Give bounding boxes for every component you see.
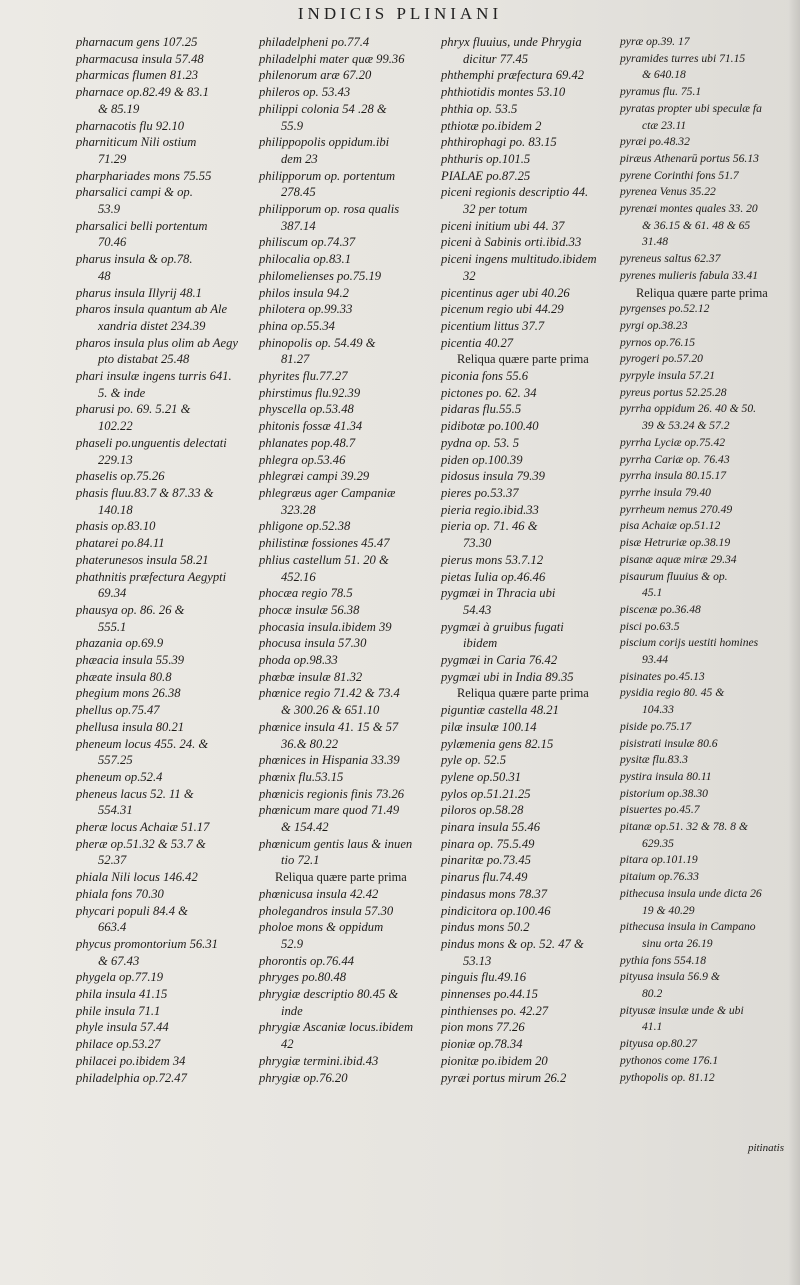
- index-entry: pydna op. 53. 5: [441, 435, 520, 450]
- index-entry: phaseli po.unguentis delectati: [76, 435, 227, 450]
- index-entry: phazania op.69.9: [76, 636, 164, 651]
- index-entry: piceni initium ubi 44. 37: [441, 218, 565, 233]
- index-entry-continuation: 102.22: [98, 419, 133, 434]
- index-entry: phiala Nili locus 146.42: [76, 870, 198, 885]
- index-entry: pietas Iulia op.46.46: [441, 569, 546, 584]
- index-entry-continuation: 81.27: [281, 352, 310, 367]
- index-entry: phlanates pop.48.7: [259, 435, 356, 450]
- index-entry: pinthienses po. 42.27: [441, 1003, 549, 1018]
- index-entry: pheneum op.52.4: [76, 769, 163, 784]
- index-entry-continuation: 19 & 40.29: [642, 903, 695, 917]
- index-entry: picentium littus 37.7: [441, 318, 545, 333]
- index-entry: pilæ insulæ 100.14: [441, 719, 537, 734]
- index-entry-continuation: inde: [281, 1003, 303, 1018]
- index-entry: pythia fons 554.18: [620, 953, 706, 967]
- index-entry-continuation: 73.30: [463, 536, 492, 551]
- index-entry: phlegræus ager Campaniæ: [259, 485, 396, 500]
- index-entry: pystira insula 80.11: [620, 769, 712, 783]
- index-entry: pisuertes po.45.7: [620, 803, 700, 817]
- index-entry: phthiotidis montes 53.10: [441, 85, 566, 100]
- index-entry: phœnix flu.53.15: [259, 769, 344, 784]
- index-entry: phligone op.52.38: [259, 519, 351, 534]
- index-entry: phathnitis præfectura Aegypti: [76, 569, 227, 584]
- index-entry: pindicitora op.100.46: [441, 903, 551, 918]
- index-entry: pityusa insula 56.9 &: [620, 970, 720, 984]
- index-entry: pheræ op.51.32 & 53.7 &: [76, 836, 206, 851]
- catchword: pitinatis: [747, 1142, 784, 1154]
- index-entry: pysitæ flu.83.3: [620, 753, 688, 767]
- index-entry: pylos op.51.21.25: [441, 786, 531, 801]
- index-entry-continuation: ibidem: [463, 636, 498, 651]
- index-entry: pythonos come 176.1: [620, 1053, 719, 1067]
- index-entry-continuation: 278.45: [281, 185, 316, 200]
- index-entry: philadelphia op.72.47: [76, 1070, 187, 1085]
- index-entry: philistinæ fossiones 45.47: [259, 536, 390, 551]
- index-entry: pyrrha Cariæ op. 76.43: [620, 452, 730, 466]
- index-entry: pyrpyle insula 57.21: [620, 369, 715, 383]
- index-entry-continuation: ctæ 23.11: [642, 118, 687, 132]
- index-entry: philace op.53.27: [76, 1037, 161, 1052]
- index-entry: pyrrha oppidum 26. 40 & 50.: [620, 402, 757, 416]
- index-entry: phryx fluuius, unde Phrygia: [441, 35, 582, 49]
- index-entry: piside po.75.17: [620, 719, 692, 733]
- index-entry: pyramides turres ubi 71.15: [620, 51, 746, 65]
- index-entry: pieria op. 71. 46 &: [441, 519, 538, 534]
- index-entry: phlius castellum 51. 20 &: [259, 552, 389, 567]
- index-entry: phthirophagi po. 83.15: [441, 135, 557, 150]
- index-entry: pysidia regio 80. 45 &: [620, 686, 725, 700]
- index-entry: pyrgi op.38.23: [620, 318, 688, 332]
- index-entry: phœnicum mare quod 71.49: [259, 803, 400, 818]
- index-entry-continuation: 54.43: [463, 602, 492, 617]
- index-entry: pinguis flu.49.16: [441, 970, 527, 985]
- index-entry: pyramus flu. 75.1: [620, 85, 702, 99]
- index-entry: philos insula 94.2: [259, 285, 349, 300]
- index-entry: phthemphi præfectura 69.42: [441, 68, 585, 83]
- index-entry: pistorium op.38.30: [620, 786, 708, 800]
- index-entry-continuation: 387.14: [281, 218, 316, 233]
- index-entry: pyrenæi montes quales 33. 20: [620, 202, 758, 216]
- index-entry: phellus op.75.47: [76, 703, 160, 718]
- index-entry-continuation: 323.28: [281, 502, 316, 517]
- index-entry-continuation: dicitur 77.45: [463, 51, 529, 66]
- index-entry: pharphariades mons 75.55: [76, 168, 212, 183]
- section-note: Reliqua quære parte prima: [636, 285, 768, 300]
- index-entry: pidaras flu.55.5: [441, 402, 522, 417]
- index-column-4: [620, 34, 800, 1086]
- index-entry-continuation: pto distabat 25.48: [98, 352, 190, 367]
- index-entry: physcella op.53.48: [259, 402, 354, 417]
- index-entry: pidibotæ po.100.40: [441, 419, 539, 434]
- index-entry: pylene op.50.31: [441, 769, 522, 784]
- index-entry: phlegra op.53.46: [259, 452, 346, 467]
- index-entry: phœbæ insulæ 81.32: [259, 669, 363, 684]
- index-entry: phrygiæ descriptio 80.45 &: [259, 987, 399, 1002]
- index-entry: pyrnos op.76.15: [620, 335, 696, 349]
- index-entry: pieria regio.ibid.33: [441, 502, 539, 517]
- index-entry-continuation: & 154.42: [281, 820, 329, 835]
- index-entry: pyrrha insula 80.15.17: [620, 469, 727, 483]
- index-entry-continuation: & 67.43: [98, 953, 140, 968]
- index-entry-continuation: 42: [281, 1037, 294, 1052]
- index-entry: phocæa regio 78.5: [259, 586, 353, 601]
- index-entry-continuation: 39 & 53.24 & 57.2: [642, 419, 730, 433]
- index-entry: piceni à Sabinis orti.ibid.33: [441, 235, 582, 250]
- index-entry: pharsalici belli portentum: [76, 218, 208, 233]
- index-entry: pholoe mons & oppidum: [259, 920, 384, 935]
- index-entry: pyle op. 52.5: [441, 753, 507, 768]
- index-entry: pharmicas flumen 81.23: [76, 68, 199, 83]
- index-entry: phocasia insula.ibidem 39: [259, 619, 392, 634]
- index-entry: phryges po.80.48: [259, 970, 347, 985]
- index-entry: picentia 40.27: [441, 335, 514, 350]
- index-entry: pisistrati insulæ 80.6: [620, 736, 718, 750]
- index-entry: pygmæi ubi in India 89.35: [441, 669, 574, 684]
- index-entry: pisanæ aquæ miræ 29.34: [620, 552, 737, 566]
- index-entry: phocusa insula 57.30: [259, 636, 367, 651]
- index-entry: philenorum aræ 67.20: [259, 68, 372, 83]
- index-entry: phyrites flu.77.27: [259, 369, 348, 384]
- index-entry: phellusa insula 80.21: [76, 719, 185, 734]
- index-entry: pitara op.101.19: [620, 853, 698, 867]
- index-entry: pharos insula plus olim ab Aegy: [76, 335, 238, 350]
- index-entry: phœnices in Hispania 33.39: [259, 753, 400, 768]
- index-entry: phorontis op.76.44: [259, 953, 355, 968]
- index-entry: phina op.55.34: [259, 318, 335, 333]
- index-entry: phaterunesos insula 58.21: [76, 552, 209, 567]
- index-entry: pindus mons 50.2: [441, 920, 530, 935]
- index-entry: phegium mons 26.38: [76, 686, 181, 701]
- index-entry-continuation: 32: [463, 268, 476, 283]
- index-entry: phileros op. 53.43: [259, 85, 351, 100]
- index-entry-continuation: & 640.18: [642, 68, 686, 82]
- index-entry: phoda op.98.33: [259, 653, 338, 668]
- index-entry-continuation: 36.& 80.22: [281, 736, 339, 751]
- section-note: Reliqua quære parte prima: [457, 686, 589, 701]
- index-entry: pyræ op.39. 17: [620, 35, 690, 48]
- index-entry-continuation: & 85.19: [98, 101, 140, 116]
- index-entry-continuation: 52.37: [98, 853, 127, 868]
- index-entry: philadelpheni po.77.4: [259, 35, 370, 49]
- index-entry: pheræ locus Achaiæ 51.17: [76, 820, 210, 835]
- index-entry-continuation: 32 per totum: [463, 202, 528, 217]
- index-entry: pylæmenia gens 82.15: [441, 736, 554, 751]
- index-entry: phœnice regio 71.42 & 73.4: [259, 686, 400, 701]
- index-entry: PIALAE po.87.25: [441, 168, 531, 183]
- index-entry: pharus insula & op.78.: [76, 252, 193, 267]
- page-edge-shadow: [788, 0, 800, 1285]
- index-entry: pityusæ insulæ unde & ubi: [620, 1003, 744, 1017]
- index-entry: philocalia op.83.1: [259, 252, 351, 267]
- index-entry: pharnacotis flu 92.10: [76, 118, 185, 133]
- index-entry: pharmacusa insula 57.48: [76, 51, 204, 66]
- index-entry: pygmæi in Thracia ubi: [441, 586, 556, 601]
- index-entry-continuation: 629.35: [642, 836, 674, 850]
- index-entry: pthiotæ po.ibidem 2: [441, 118, 542, 133]
- index-entry: philomelienses po.75.19: [259, 268, 382, 283]
- index-entry: pharos insula quantum ab Ale: [76, 302, 228, 317]
- index-entry: philippi colonia 54 .28 &: [259, 101, 387, 116]
- index-entry: phasis fluu.83.7 & 87.33 &: [76, 485, 214, 500]
- index-entry: phinopolis op. 54.49 &: [259, 335, 376, 350]
- index-entry: pidosus insula 79.39: [441, 469, 545, 484]
- index-entry-continuation: 80.2: [642, 987, 663, 1001]
- index-entry: phæate insula 80.8: [76, 669, 172, 684]
- index-entry: pisæ Hetruriæ op.38.19: [620, 536, 731, 550]
- index-entry: pharusi po. 69. 5.21 &: [76, 402, 191, 417]
- index-entry: pyrrha Lyciæ op.75.42: [620, 435, 726, 449]
- index-entry: philipporum op. rosa qualis: [259, 202, 400, 217]
- index-entry: phœnicusa insula 42.42: [259, 886, 379, 901]
- index-entry: phaselis op.75.26: [76, 469, 165, 484]
- index-entry: pyreus portus 52.25.28: [620, 385, 727, 399]
- index-entry: phatarei po.84.11: [76, 536, 165, 551]
- index-entry: piscium corijs uestiti homines: [620, 636, 759, 650]
- index-column-3: [441, 34, 617, 1086]
- index-entry: phrygiæ op.76.20: [259, 1070, 348, 1085]
- index-entry-continuation: 71.29: [98, 151, 127, 166]
- index-entry: philipporum op. portentum: [259, 168, 396, 183]
- index-entry: pisinates po.45.13: [620, 669, 705, 683]
- index-entry: picentinus ager ubi 40.26: [441, 285, 570, 300]
- index-entry: phasis op.83.10: [76, 519, 156, 534]
- index-entry: piloros op.58.28: [441, 803, 524, 818]
- index-entry: pygmæi à gruibus fugati: [441, 619, 564, 634]
- index-entry: pyrrheum nemus 270.49: [620, 502, 733, 516]
- index-entry: pharus insula Illyrij 48.1: [76, 285, 202, 300]
- index-entry-continuation: 557.25: [98, 753, 133, 768]
- index-entry-continuation: 104.33: [642, 703, 674, 717]
- index-entry-continuation: 48: [98, 268, 111, 283]
- index-entry-continuation: sinu orta 26.19: [642, 936, 713, 950]
- index-entry-continuation: & 36.15 & 61. 48 & 65: [642, 218, 751, 232]
- index-entry-continuation: xandria distet 234.39: [98, 318, 206, 333]
- index-entry: pythopolis op. 81.12: [620, 1070, 715, 1084]
- index-entry: phiala fons 70.30: [76, 886, 164, 901]
- index-entry: picenum regio ubi 44.29: [441, 302, 564, 317]
- index-entry-continuation: 53.13: [463, 953, 492, 968]
- index-column-2: [259, 34, 439, 1086]
- section-note: Reliqua quære parte prima: [457, 352, 589, 367]
- index-entry: philadelphi mater quæ 99.36: [259, 51, 405, 66]
- index-entry: phocæ insulæ 56.38: [259, 602, 360, 617]
- index-entry: pheneum locus 455. 24. &: [76, 736, 209, 751]
- index-entry: phœnicis regionis finis 73.26: [259, 786, 405, 801]
- index-entry: pyreneus saltus 62.37: [620, 252, 721, 266]
- index-column-1: [76, 34, 254, 1086]
- section-note: Reliqua quære parte prima: [275, 870, 407, 885]
- index-entry-continuation: 663.4: [98, 920, 127, 935]
- index-entry: philiscum op.74.37: [259, 235, 356, 250]
- index-entry: philacei po.ibidem 34: [76, 1053, 186, 1068]
- index-entry: phycari populi 84.4 &: [76, 903, 188, 918]
- index-entry: philotera op.99.33: [259, 302, 353, 317]
- index-entry: phrygiæ Ascaniæ locus.ibidem: [259, 1020, 414, 1035]
- index-entry: piguntiæ castella 48.21: [441, 703, 559, 718]
- index-entry: phile insula 71.1: [76, 1003, 161, 1018]
- index-entry: pholegandros insula 57.30: [259, 903, 394, 918]
- index-entry: pharnace op.82.49 & 83.1: [76, 85, 209, 100]
- index-entry-continuation: 45.1: [642, 586, 663, 600]
- index-entry: piceni ingens multitudo.ibidem: [441, 252, 597, 267]
- index-entry-continuation: 31.48: [642, 235, 669, 249]
- index-entry: pyrenea Venus 35.22: [620, 185, 716, 199]
- index-entry: phthuris op.101.5: [441, 151, 531, 166]
- index-entry: piscenæ po.36.48: [620, 602, 701, 616]
- index-entry: pinara op. 75.5.49: [441, 836, 535, 851]
- index-entry-continuation: 70.46: [98, 235, 127, 250]
- index-entry: pitanæ op.51. 32 & 78. 8 &: [620, 820, 748, 834]
- index-entry-continuation: 452.16: [281, 569, 316, 584]
- index-entry: phitonis fossæ 41.34: [259, 419, 363, 434]
- index-entry: pithecusa insula unde dicta 26: [620, 886, 762, 900]
- index-entry-continuation: 41.1: [642, 1020, 663, 1034]
- index-entry: pionitæ po.ibidem 20: [441, 1053, 548, 1068]
- index-entry: pyrrhe insula 79.40: [620, 485, 711, 499]
- index-entry: piden op.100.39: [441, 452, 523, 467]
- index-entry: phirstimus flu.92.39: [259, 385, 361, 400]
- index-entry-continuation: 52.9: [281, 936, 304, 951]
- index-entry-continuation: dem 23: [281, 151, 318, 166]
- index-entry: phrygiæ termini.ibid.43: [259, 1053, 379, 1068]
- index-entry: phœnicum gentis laus & inuen: [259, 836, 413, 851]
- index-entry: pitaium op.76.33: [620, 870, 699, 884]
- index-entry-continuation: 55.9: [281, 118, 304, 133]
- index-entry: pisaurum fluuius & op.: [620, 569, 728, 583]
- index-entry: pinara insula 55.46: [441, 820, 541, 835]
- index-entry: phthia op. 53.5: [441, 101, 518, 116]
- index-entry: pheneus lacus 52. 11 &: [76, 786, 194, 801]
- index-entry-continuation: 140.18: [98, 502, 133, 517]
- index-entry: pyrenes mulieris fabula 33.41: [620, 268, 759, 282]
- index-entry: pinnenses po.44.15: [441, 987, 538, 1002]
- index-entry: pyrogeri po.57.20: [620, 352, 703, 366]
- index-entry: phyle insula 57.44: [76, 1020, 169, 1035]
- index-entry: pharnacum gens 107.25: [76, 35, 198, 49]
- index-entry: pinarus flu.74.49: [441, 870, 528, 885]
- index-entry: pisci po.63.5: [620, 619, 680, 633]
- index-entry-continuation: & 300.26 & 651.10: [281, 703, 380, 718]
- index-entry: pyratas propter ubi speculæ fa: [620, 101, 762, 115]
- index-entry: pharsalici campi & op.: [76, 185, 193, 200]
- index-entry: pindasus mons 78.37: [441, 886, 548, 901]
- index-entry: pindus mons & op. 52. 47 &: [441, 936, 584, 951]
- index-entry: pyræi portus mirum 26.2: [441, 1070, 567, 1085]
- index-entry: pieres po.53.37: [441, 485, 519, 500]
- index-entry: pityusa op.80.27: [620, 1037, 697, 1051]
- index-entry: phycus promontorium 56.31: [76, 936, 218, 951]
- index-entry: phausya op. 86. 26 &: [76, 602, 185, 617]
- index-entry: pioniæ op.78.34: [441, 1037, 523, 1052]
- index-entry: philippopolis oppidum.ibi: [259, 135, 390, 150]
- index-entry: pharniticum Nili ostium: [76, 135, 197, 150]
- index-entry: pierus mons 53.7.12: [441, 552, 544, 567]
- index-entry: pyrgenses po.52.12: [620, 302, 710, 316]
- index-entry: phygela op.77.19: [76, 970, 164, 985]
- index-entry: pyrene Corinthi fons 51.7: [620, 168, 739, 182]
- index-entry: phari insulæ ingens turris 641.: [76, 369, 232, 384]
- index-entry: pyræi po.48.32: [620, 135, 690, 149]
- index-entry: phœnice insula 41. 15 & 57: [259, 719, 399, 734]
- index-entry-continuation: 69.34: [98, 586, 127, 601]
- index-entry: pion mons 77.26: [441, 1020, 525, 1035]
- index-entry: phlegræi campi 39.29: [259, 469, 370, 484]
- index-entry: pygmæi in Caria 76.42: [441, 653, 558, 668]
- index-entry-continuation: 229.13: [98, 452, 133, 467]
- index-entry-continuation: 5. & inde: [98, 385, 146, 400]
- index-entry: piceni regionis descriptio 44.: [441, 185, 589, 200]
- index-entry: pinaritæ po.73.45: [441, 853, 531, 868]
- index-entry-continuation: 555.1: [98, 619, 127, 634]
- index-entry: piconia fons 55.6: [441, 369, 529, 384]
- index-entry: phæacia insula 55.39: [76, 653, 185, 668]
- index-entry-continuation: 53.9: [98, 202, 121, 217]
- index-entry: piræus Athenarū portus 56.13: [620, 151, 759, 165]
- page-header: INDICIS PLINIANI: [297, 4, 503, 23]
- index-entry: pictones po. 62. 34: [441, 385, 537, 400]
- index-entry-continuation: 93.44: [642, 653, 669, 667]
- index-entry: pisa Achaiæ op.51.12: [620, 519, 721, 533]
- index-entry-continuation: tio 72.1: [281, 853, 320, 868]
- index-entry: pithecusa insula in Campano: [620, 920, 756, 934]
- index-entry-continuation: 554.31: [98, 803, 133, 818]
- index-entry: phila insula 41.15: [76, 987, 168, 1002]
